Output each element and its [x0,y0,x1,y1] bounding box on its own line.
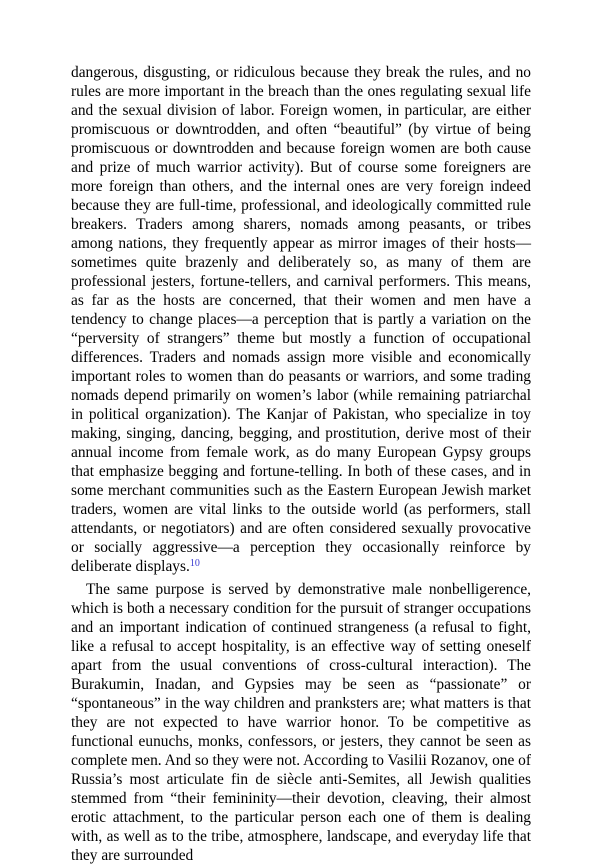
paragraph [71,580,531,865]
paragraph-text: dangerous, disgusting, or ridiculous because they break the rules, and no rules are more important in the breach than the ones regulating sexual life and the sexual division of labor. Foreign women, in particular, are either promiscuous or downtrodden, and often “beautiful” (by virtue of being promiscuous or downtrodden and because foreign women are both cause and prize of much warrior activity). But of course some foreigners are more foreign than others, and the internal ones are very foreign indeed because they are full-time, professional, and ideologically committed rule breakers. Traders among sharers, nomads among peasants, or tribes among nations, they frequently appear as mirror images of their hosts—sometimes quite brazenly and deliberately so, as many of them are professional jesters, fortune-tellers, and carnival performers. This means, as far as the hosts are concerned, that their women and men have a tendency to change places—a perception that is partly a variation on the “perversity of strangers” theme but mostly a function of occupational differences. Traders and nomads assign more visible and economically important roles to women than do peasants or warriors, and some trading nomads depend primarily on women’s labor (while remaining patriarchal in political organization). The Kanjar of Pakistan, who specialize in toy making, singing, dancing, begging, and prostitution, derive most of their annual income from female work, as do many European Gypsy groups that emphasize begging and fortune-telling. In both of these cases, and in some merchant communities such as the Eastern European Jewish market traders, women are vital links to the outside world (as performers, stall attendants, or negotiators) and are often considered sexually provocative or socially aggressive—a perception they occasionally reinforce by deliberate displays. [71,64,531,575]
paragraph-text: The same purpose is served by demonstrative male nonbelligerence, which is both a necessary condition for the pursuit of stranger occupations and an important indication of continued strangeness (a refusal to fight, like a refusal to accept hospitality, is an effective way of setting oneself apart from the usual conventions of cross-cultural interaction). The Burakumin, Inadan, and Gypsies may be seen as “passionate” or “spontaneous” in the way children and pranksters are; what matters is that they are not expected to have warrior honor. To be competitive as functional eunuchs, monks, confessors, or jesters, they cannot be seen as complete men. And so they were not. According to Vasilii Rozanov, one of Russia’s most articulate fin de siècle anti-Semites, all Jewish qualities stemmed from “their femininity—their devotion, cleaving, their almost erotic attachment, to the particular person each one of them is dealing with, as well as to the tribe, atmosphere, landscape, and everyday life that they are surrounded [71,581,531,864]
body-text [71,63,531,865]
footnote-reference-link[interactable]: 10 [189,558,200,569]
paragraph [71,63,531,576]
